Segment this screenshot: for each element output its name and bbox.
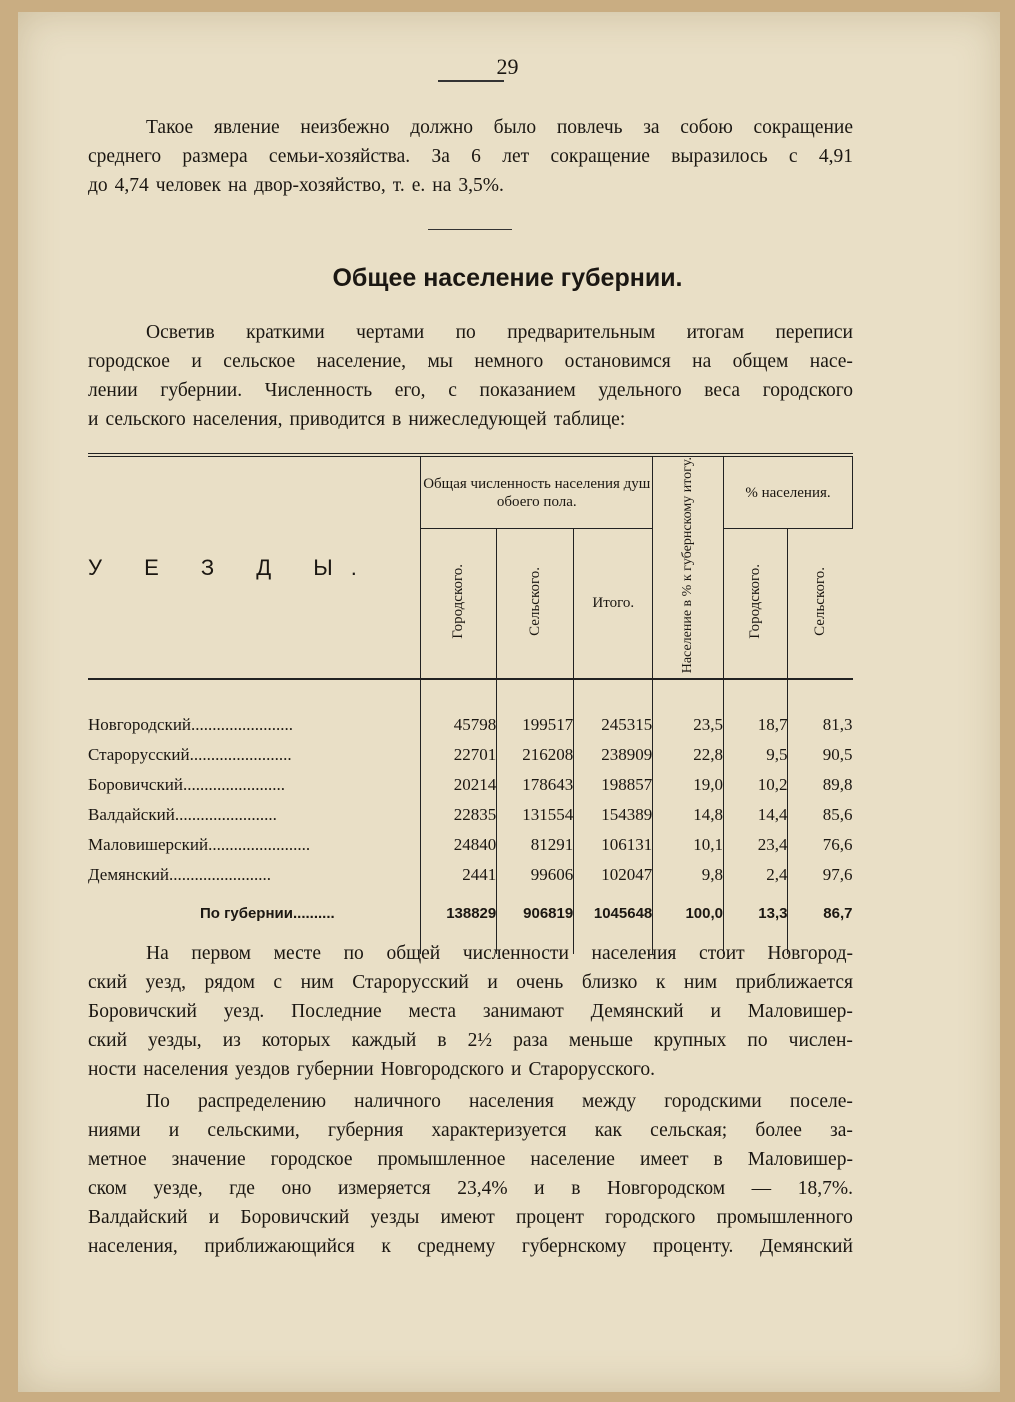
column-group-percent: % населения. (723, 455, 852, 529)
word: по (343, 943, 364, 964)
word: имеет (639, 1149, 689, 1170)
section-heading: Общее население губернии. (332, 264, 683, 292)
word: Валдайский (88, 1207, 188, 1228)
text-line (88, 1055, 853, 1084)
word: из (222, 1030, 241, 1051)
word: уезде, (153, 1178, 203, 1199)
word: 23,4% (457, 1178, 508, 1199)
word: губерния (327, 1120, 404, 1141)
word: переписи (775, 322, 853, 343)
word: Новгород- (767, 943, 853, 964)
word: с (448, 380, 457, 401)
word: губернии. (160, 380, 243, 401)
text-line (88, 939, 853, 968)
word: 4,74 (114, 175, 149, 196)
word: семьи-хозяйства. (268, 146, 411, 167)
table-total-row: По губернии.......... 138829 906819 1045648 100,0 13,3 86,7 (88, 890, 853, 936)
word: Старорусского. (528, 1059, 656, 1080)
word: повлечь (556, 117, 623, 138)
word: население (530, 1149, 615, 1170)
word: население, (316, 351, 407, 372)
word: уездов (235, 1059, 290, 1080)
word: человек (155, 175, 221, 196)
word: ности (88, 1059, 137, 1080)
word: где (229, 1178, 255, 1199)
word: двор-хозяйство, (254, 175, 386, 196)
word: мы (427, 351, 453, 372)
word: меньше (568, 1030, 633, 1051)
column-header-urban: Городского. (421, 529, 497, 680)
word: приближается (735, 972, 853, 993)
word: места (408, 1001, 457, 1022)
paragraph-3 (88, 1087, 853, 1261)
word: таблице: (553, 409, 626, 430)
table-row: Маловишерский........................ 24840 81291 106131 10,1 23,4 76,6 (88, 830, 853, 860)
column-header-pct-urban: Городского. (723, 529, 787, 680)
word: и (168, 1120, 180, 1141)
word: веса (704, 380, 741, 401)
word: 6 (471, 146, 481, 167)
text-line (88, 1087, 853, 1116)
word: и (191, 351, 202, 372)
word: По (146, 1091, 170, 1112)
paragraph-2 (88, 939, 853, 1084)
table-spacer-row (88, 679, 853, 710)
word: сельскими, (207, 1120, 300, 1141)
word: числен- (788, 1030, 853, 1051)
word: в (713, 1149, 723, 1170)
text-line (88, 171, 853, 200)
word: городского (605, 1207, 696, 1228)
word: более (755, 1120, 802, 1141)
word: на (227, 175, 248, 196)
word: сельского (105, 409, 186, 430)
word: к (381, 1236, 391, 1257)
section-divider (428, 229, 512, 230)
word: численности (462, 943, 569, 964)
word: собою (680, 117, 733, 138)
text-line (88, 1174, 853, 1203)
word: близко (581, 972, 638, 993)
word: Демянский (759, 1236, 853, 1257)
word: городского (762, 380, 853, 401)
word: проценту. (653, 1236, 734, 1257)
column-header-pct-rural: Сельского. (788, 529, 853, 680)
word: за- (830, 1120, 853, 1141)
word: нижеследующей (408, 409, 547, 430)
word: уезд. (223, 1001, 265, 1022)
page-number: 29 (496, 54, 519, 79)
word: в (392, 409, 402, 430)
word: к (655, 972, 666, 993)
text-line (88, 997, 853, 1026)
text-line (88, 1232, 853, 1261)
text-line (88, 405, 853, 434)
word: сокращение (550, 146, 650, 167)
word: месте (273, 943, 321, 964)
text-line (88, 1026, 853, 1055)
word: показанием (479, 380, 576, 401)
word: ский (88, 972, 127, 993)
text-line (88, 347, 853, 376)
word: сокращение (753, 117, 853, 138)
column-header-rural: Сельского. (497, 529, 574, 680)
word: чертами (356, 322, 425, 343)
text-line (88, 1203, 853, 1232)
word: за (643, 117, 660, 138)
word: между (581, 1091, 637, 1112)
table-row: Старорусский........................ 22701 216208 238909 22,8 9,5 90,5 (88, 740, 853, 770)
word: процент (515, 1207, 584, 1228)
word: как (594, 1120, 622, 1141)
word: Маловишер- (747, 1001, 853, 1022)
text-line (88, 1145, 853, 1174)
word: общем (732, 351, 789, 372)
word: оно (281, 1178, 312, 1199)
word: городское (88, 351, 170, 372)
word: неизбежно (300, 117, 390, 138)
column-header-share: Население в % к губернскому итогу. (653, 455, 724, 679)
word: краткими (246, 322, 325, 343)
word: которых (261, 1030, 331, 1051)
word: и (710, 1001, 721, 1022)
word: немного (474, 351, 544, 372)
word: по (747, 1030, 768, 1051)
word: с (273, 972, 283, 993)
word: итогам (686, 322, 745, 343)
text-line (88, 318, 853, 347)
word: уезды (370, 1207, 420, 1228)
word: т. (392, 175, 405, 196)
word: Новгородского (380, 1059, 504, 1080)
text-line (88, 1116, 853, 1145)
column-group-total-population: Общая численность населения душ обоего пола. (421, 455, 653, 529)
word: по (455, 322, 476, 343)
word: 2½ (467, 1030, 493, 1051)
intro-paragraph (88, 113, 853, 200)
word: сельское (223, 351, 296, 372)
word: губернии (296, 1059, 374, 1080)
word: каждый (351, 1030, 417, 1051)
word: измеряется (337, 1178, 431, 1199)
word: уезд, (145, 972, 187, 993)
word: и (487, 972, 498, 993)
word: Такое (146, 117, 194, 138)
word: раза (513, 1030, 548, 1051)
word: крупных (653, 1030, 727, 1051)
word: общей (386, 943, 441, 964)
word: размера (182, 146, 248, 167)
word: населения, (88, 1236, 178, 1257)
word: На (146, 943, 169, 964)
word: населения (468, 1091, 554, 1112)
word: Старорусский (352, 972, 469, 993)
word: Маловишер- (747, 1149, 853, 1170)
word: стоит (699, 943, 745, 964)
text-line (88, 142, 853, 171)
word: распределению (197, 1091, 327, 1112)
word: и (88, 409, 99, 430)
word: приводится (289, 409, 386, 430)
page-number-underline (438, 80, 504, 82)
word: 3,5%. (458, 175, 504, 196)
text-line (88, 376, 853, 405)
word: с (788, 146, 798, 167)
word: на (692, 351, 712, 372)
word: Новгородском (607, 1178, 726, 1199)
word: метное (88, 1149, 147, 1170)
word: выразилось (671, 146, 768, 167)
word: рядом (204, 972, 255, 993)
word: губернскому (521, 1236, 627, 1257)
word: и (208, 1207, 220, 1228)
word: занимают (482, 1001, 564, 1022)
word: 4,91 (818, 146, 853, 167)
word: наличного (354, 1091, 441, 1112)
word: явление (213, 117, 280, 138)
population-table (88, 453, 853, 954)
word: поселе- (789, 1091, 853, 1112)
word: городскими (664, 1091, 762, 1112)
word: до (88, 175, 108, 196)
column-header-uezd: У Е З Д Ы. (88, 455, 421, 679)
word: Демянский (590, 1001, 684, 1022)
word: и (511, 1059, 522, 1080)
word: среднему (417, 1236, 496, 1257)
word: населения, (192, 409, 283, 430)
word: ниями (88, 1120, 141, 1141)
word: в (437, 1030, 447, 1051)
word: удельного (598, 380, 682, 401)
word: очень (516, 972, 564, 993)
word: лет (502, 146, 530, 167)
word: городское (270, 1149, 353, 1170)
word: Осветив (146, 322, 215, 343)
word: За (431, 146, 450, 167)
word: Последние (291, 1001, 382, 1022)
word: сельская; (650, 1120, 728, 1141)
word: 18,7%. (797, 1178, 853, 1199)
word: характеризуется (431, 1120, 567, 1141)
word: ним (683, 972, 718, 993)
word: предварительным (507, 322, 656, 343)
word: ском (88, 1178, 127, 1199)
table-row: Боровичский........................ 20214 178643 198857 19,0 10,2 89,8 (88, 770, 853, 800)
word: — (751, 1178, 772, 1199)
word: промышленного (716, 1207, 853, 1228)
text-line (88, 968, 853, 997)
word: приближающийся (204, 1236, 355, 1257)
table-row: Валдайский........................ 22835 131554 154389 14,8 14,4 85,6 (88, 800, 853, 830)
word: в (571, 1178, 581, 1199)
word: уезды, (148, 1030, 202, 1051)
word: первом (191, 943, 252, 964)
word: было (493, 117, 537, 138)
word: и (534, 1178, 545, 1199)
word: населения (143, 1059, 229, 1080)
word: имеют (440, 1207, 495, 1228)
word: его, (394, 380, 426, 401)
table-row: Новгородский........................ 45798 199517 245315 23,5 18,7 81,3 (88, 710, 853, 740)
lead-paragraph (88, 318, 853, 434)
table-row: Демянский........................ 2441 99606 102047 9,8 2,4 97,6 (88, 860, 853, 890)
word: е. (411, 175, 426, 196)
word: Боровичский (88, 1001, 197, 1022)
word: значение (171, 1149, 246, 1170)
word: остановимся (564, 351, 671, 372)
word: лении (88, 380, 138, 401)
word: на (432, 175, 452, 196)
word: населения (591, 943, 677, 964)
word: среднего (88, 146, 162, 167)
word: промышленное (377, 1149, 506, 1170)
column-header-sum: Итого. (574, 529, 653, 680)
word: ним (300, 972, 334, 993)
word: насе- (809, 351, 853, 372)
word: Боровичский (240, 1207, 350, 1228)
text-line (88, 113, 853, 142)
word: должно (410, 117, 474, 138)
word: ский (88, 1030, 127, 1051)
word: Численность (264, 380, 373, 401)
